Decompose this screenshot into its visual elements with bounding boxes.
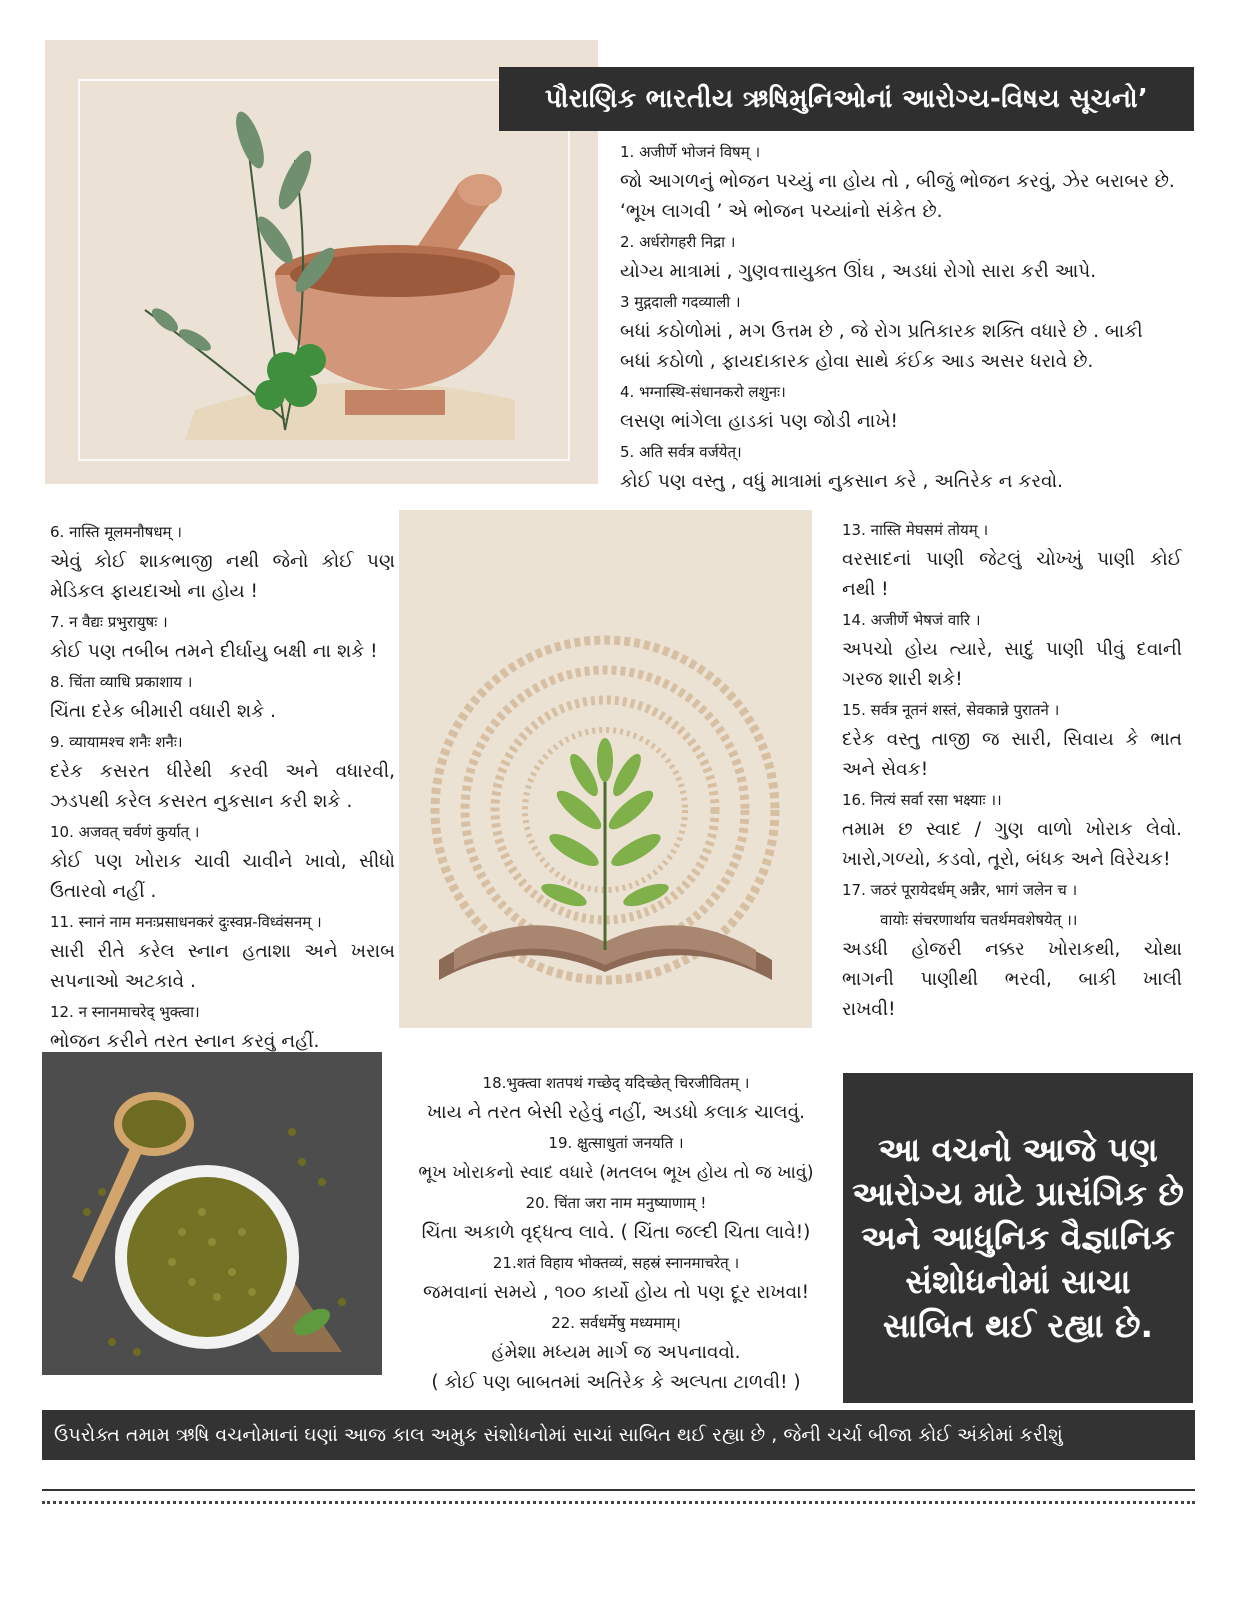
remedies-section-top [620, 137, 1200, 497]
sutra-line: 17. जठरं पूरायेदर्धम् अन्नैर, भागं जलेन च । [842, 881, 1078, 899]
meaning-line: ભૂખ ખોરાકનો સ્વાદ વધારે (મતલબ ભૂખ હોય તો જ ખાવું) [418, 1163, 814, 1183]
meaning-line: ભાગની પાણીથી ભરવી, બાકી ખાલી [842, 969, 1182, 990]
page-title: પૌરાણિક ભારતીય ઋષિમુનિઓનાં આરોગ્ય-વિષય સૂચનો’ [499, 67, 1194, 131]
sutra-line: 14. अजीर्णे भेषजं वारि । [842, 611, 981, 629]
sutra-line: 13. नास्ति मेघसमं तोयम् । [842, 521, 989, 539]
meaning-line: ઉતારવો નહીં . [50, 881, 157, 902]
sutra-line: 5. अति सर्वत्र वर्जयेत्। [620, 443, 742, 461]
divider-dotted [42, 1501, 1195, 1504]
meaning-line: અડધી હોજરી નક્કર ખોરાકથી, ચોથા [842, 939, 1182, 960]
sutra-line: 12. न स्नानमाचरेद् भुक्त्वा। [50, 1003, 200, 1021]
meaning-line: કોઈ પણ તબીબ તમને દીર્ઘાયુ બક્ષી ના શકે ! [50, 641, 378, 662]
meaning-line: ગરજ શારી શકે! [842, 669, 963, 690]
meaning-line: મેડિકલ ફાયદાઓ ના હોય ! [50, 581, 258, 602]
sutra-line: 1. अजीर्णे भोजनं विषम् । [620, 143, 761, 161]
meaning-line: દરેક કસરત ધીરેથી કરવી અને વધારવી, [50, 761, 395, 782]
mung-beans-photo [42, 1052, 382, 1375]
divider-solid [42, 1489, 1195, 1491]
meaning-line: લસણ ભાંગેલા હાડકાં પણ જોડી નાખે! [620, 411, 898, 432]
sutra-line: 19. क्षुत्साधुतां जनयति । [548, 1134, 684, 1152]
quote-line: અને આધુનિક વૈજ્ઞાનિક [861, 1218, 1175, 1257]
meaning-line: ખારો,ગળ્યો, કડવો, તૂરો, બંધક અને વિરેચક! [842, 849, 1171, 870]
meaning-line: જો આગળનું ભોજન પચ્યું ના હોય તો , બીજું ભોજન કરવું, ઝેર બરાબર છે. [620, 171, 1175, 192]
meaning-line: ‘ભૂખ લાગવી ’ એ ભોજન પચ્યાંનો સંકેત છે. [620, 201, 943, 222]
sutra-line: 6. नास्ति मूलमनौषधम् । [50, 523, 182, 541]
sutra-line: वायोः संचरणार्थाय चतर्थमवशेषयेत् ।। [842, 911, 1078, 929]
meaning-line: એવું કોઈ શાકભાજી નથી જેનો કોઈ પણ [50, 551, 395, 572]
sutra-line: 8. चिंता व्याधि प्रकाशाय । [50, 673, 193, 691]
meaning-line: ઝડપથી કરેલ કસરત નુકસાન કરી શકે . [50, 791, 353, 812]
quote-line: સંશોધનોમાં સાચા [905, 1262, 1131, 1301]
remedies-section-bottom [386, 1068, 846, 1398]
quote-line: આ વચનો આજે પણ [878, 1130, 1158, 1169]
meaning-line: ભોજન કરીને તરત સ્નાન કરવું નહીં. [50, 1031, 320, 1052]
highlight-quote-box [843, 1073, 1193, 1403]
sutra-line: 21.शतं विहाय भोक्तव्यं, सहस्रं स्नानमाचरेत् । [492, 1254, 740, 1272]
sutra-line: 7. न वैद्यः प्रभुरायुषः । [50, 613, 168, 631]
meaning-line: બધાં કઠોળો , ફાયદાકારક હોવા સાથે કંઈક આડ અસર ધરાવે છે. [620, 351, 1094, 372]
sutra-line: 4. भग्नास्थि-संधानकरो लशुनः। [620, 383, 786, 401]
meaning-line: અપચો હોય ત્યારે, સાદું પાણી પીવું દવાની [842, 639, 1182, 660]
footer-note: ઉપરોક્ત તમામ ઋષિ વચનોમાનાં ઘણાં આજ કાલ અમુક સંશોધનોમાં સાચાં સાબિત થઈ રહ્યા છે , જેની ચર્ચા બીજા કોઈ અંકોમાં કરીશું [42, 1410, 1195, 1460]
sutra-line: 11. स्नानं नाम मनःप्रसाधनकरं दुःस्वप्न-विध्वंसनम् । [50, 913, 322, 931]
sutra-line: 2. अर्धरोगहरी निद्रा । [620, 233, 736, 251]
meaning-line: ચિંતા અકાળે વૃદ્ધત્વ લાવે. ( ચિંતા જલ્દી ચિતા લાવે!) [421, 1222, 811, 1243]
meaning-line: ખાય ને તરત બેસી રહેવું નહીં, અડધો કલાક ચાલવું. [426, 1102, 806, 1123]
sutra-line: 18.भुक्त्वा शतपथं गच्छेद् यदिच्छेत् चिरजीवितम् । [482, 1074, 750, 1092]
meaning-line: હંમેશા મધ્યમ માર્ગ જ અપનાવવો. [491, 1342, 741, 1363]
meaning-line: યોગ્ય માત્રામાં , ગુણવત્તાયુક્ત ઊંઘ , અડધાં રોગો સારા કરી આપે. [620, 261, 1097, 282]
sutra-line: 9. व्यायामश्च शनैः शनैः। [50, 733, 183, 751]
remedies-section-right [842, 515, 1182, 1025]
meaning-line: કોઈ પણ વસ્તુ , વધું માત્રામાં નુકસાન કરે , અતિરેક ન કરવો. [620, 471, 1064, 492]
meaning-line: નથી ! [842, 579, 889, 600]
sutra-line: 16. नित्यं सर्वा रसा भक्ष्याः ।। [842, 791, 1002, 809]
sutra-line: 10. अजवत् चर्वणं कुर्यात् । [50, 823, 200, 841]
open-book-plant-illustration [399, 510, 812, 1028]
meaning-line: ( કોઈ પણ બાબતમાં અતિરેક કે અલ્પતા ટાળવી! ) [431, 1372, 801, 1393]
sutra-line: 15. सर्वत्र नूतनं शस्तं, सेवकान्ने पुरातने । [842, 701, 1060, 719]
sutra-line: 22. सर्वधर्मेषु मध्यमाम्। [551, 1314, 681, 1332]
sutra-line: 20. चिंता जरा नाम मनुष्याणाम् ! [525, 1194, 707, 1212]
meaning-line: કોઈ પણ ખોરાક ચાવી ચાવીને ખાવો, સીધો [50, 851, 395, 872]
sutra-line: 3 मुद्गदाली गदव्याली । [620, 293, 741, 311]
meaning-line: ચિંતા દરેક બીમારી વધારી શકે . [50, 701, 276, 722]
meaning-line: વરસાદનાં પાણી જેટલું ચોખ્ખું પાણી કોઈ [842, 549, 1182, 570]
meaning-line: જમવાનાં સમયે , ૧૦૦ કાર્યો હોય તો પણ દૂર રાખવા! [422, 1282, 810, 1303]
meaning-line: બધાં કઠોળોમાં , મગ ઉત્તમ છે , જે રોગ પ્રતિકારક શક્તિ વધારે છે . બાકી [620, 321, 1143, 342]
meaning-line: સપનાઓ અટકાવે . [50, 971, 196, 992]
quote-line: આરોગ્ય માટે પ્રાસંગિક છે [852, 1174, 1184, 1213]
meaning-line: અને સેવક! [842, 759, 929, 780]
meaning-line: રાખવી! [842, 999, 896, 1020]
quote-line: સાબિત થઈ રહ્યા છે. [882, 1306, 1154, 1345]
meaning-line: સારી રીતે કરેલ સ્નાન હતાશા અને ખરાબ [50, 941, 395, 962]
remedies-section-left [50, 517, 395, 1057]
meaning-line: દરેક વસ્તુ તાજી જ સારી, સિવાય કે ભાત [842, 729, 1182, 750]
meaning-line: તમામ છ સ્વાદ / ગુણ વાળો ખોરાક લેવો. [842, 819, 1182, 840]
